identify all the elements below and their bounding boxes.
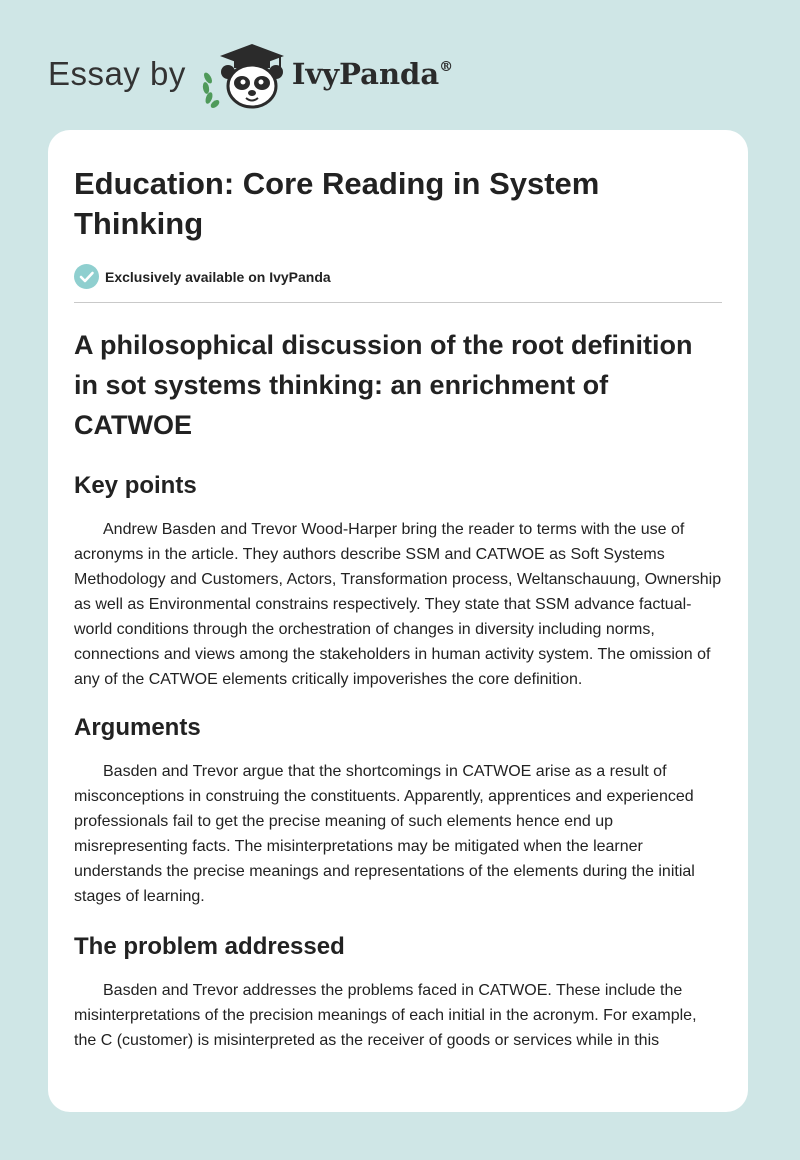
essay-by-label: Essay by [48,55,186,92]
brand-name[interactable] [292,57,453,91]
section-paragraph-problem-addressed: Basden and Trevor addresses the problems faced in CATWOE. These include the misinterpretations of the precision meanings of each initial in the acronym. For example, the C (customer) is misinterpreted as the receiver of goods or services while in this [74,982,697,1049]
essay-subtitle: A philosophical discussion of the root definition in sot systems thinking: an enrichment of CATWOE [74,330,693,440]
section-heading-key-points: Key points [74,472,197,499]
brand-text: IvyPanda [291,57,440,91]
section-heading-arguments: Arguments [74,714,201,741]
badge-text: Exclusively available on IvyPanda [105,268,331,285]
panda-graduate-icon[interactable] [200,38,286,110]
page-title: Education: Core Reading in System Thinking [74,166,600,241]
section-paragraph-key-points: Andrew Basden and Trevor Wood-Harper bring the reader to terms with the use of acronyms in the article. They authors describe SSM and CATWOE as Soft Systems Methodology and Customers, Actors, Transformation process, Weltanschauung, Ownership as well as Environmental constrains respectively. They state that SSM advance factual-world conditions through the orchestration of changes in diversity including norms, connections and views among the stakeholders in human activity system. The omission of any of the CATWOE elements critically impoverishes the core definition. [74,521,722,688]
check-circle-icon [74,264,99,289]
exclusive-badge [74,264,722,303]
section-heading-problem-addressed: The problem addressed [74,933,345,960]
section-paragraph-arguments: Basden and Trevor argue that the shortcomings in CATWOE arise as a result of misconceptions in construing the constituents. Apparently, apprentices and experienced professionals fail to get the precise meaning of such elements hence end up misrepresenting facts. The misinterpretations may be mitigated when the learner understands the precise meanings and representations of the elements during the initial stages of learning. [74,763,695,905]
trademark-symbol: ® [439,59,454,75]
site-header [48,38,453,110]
essay-card [48,130,748,1112]
